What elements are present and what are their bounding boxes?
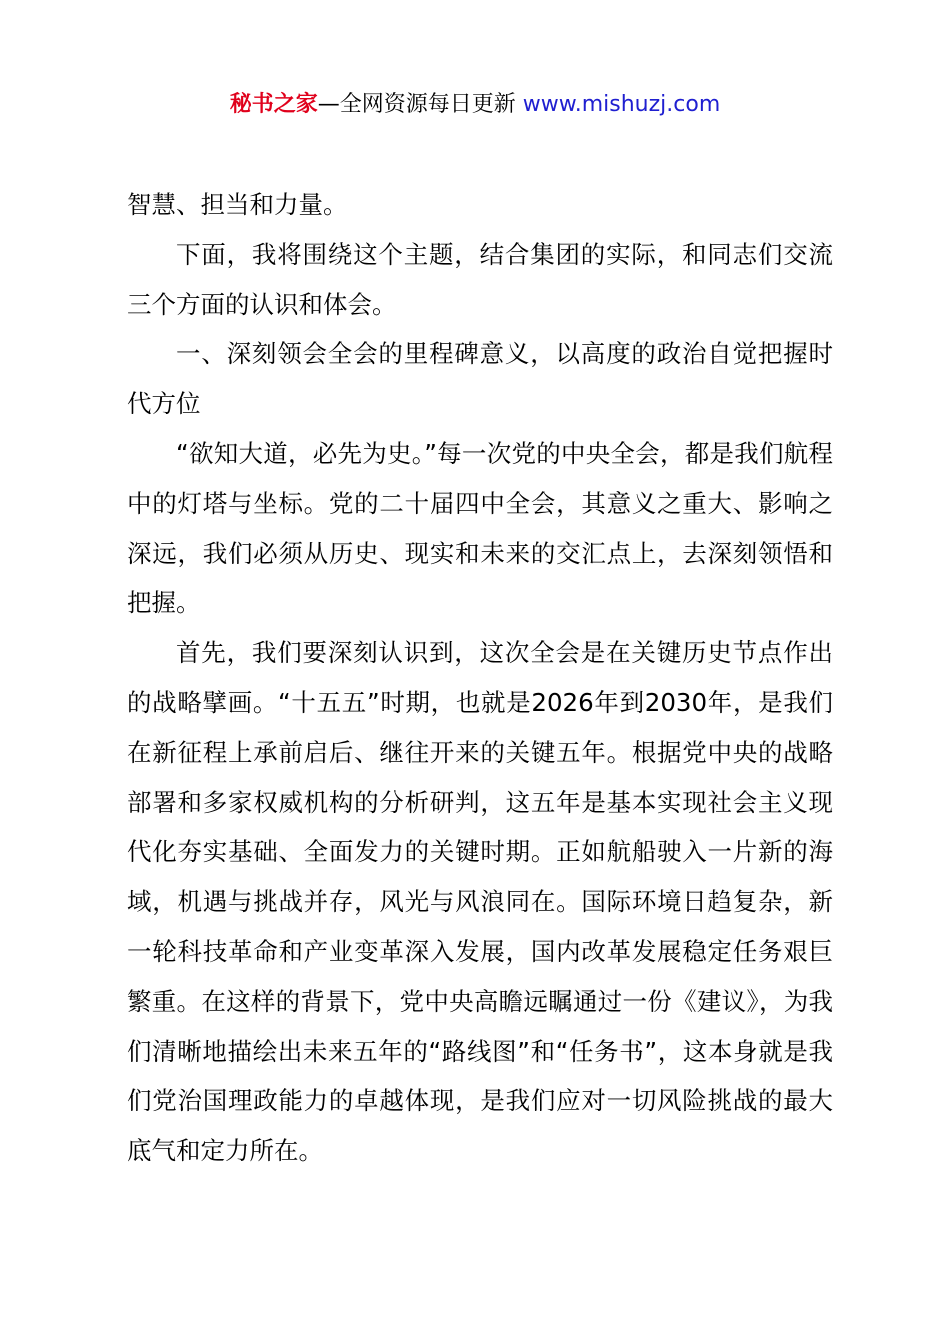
paragraph-continuation: 智慧、担当和力量。	[127, 190, 348, 219]
paragraph-first-point: 首先，我们要深刻认识到，这次全会是在关键历史节点作出的战略擘画。“十五五”时期，也就是2026年到2030年，是我们在新征程上承前启后、继往开来的关键五年。根据党中央的战略部署和多家权威机构的分析研判，这五年是基本实现社会主义现代化夯实基础、全面发力的关键时期。正如航船驶入一片新的海域，机遇与挑战并存，风光与风浪同在。国际环境日趋复杂，新一轮科技革命和产业变革深入发展，国内改革发展稳定任务艰巨繁重。在这样的背景下，党中央高瞻远瞩通过一份《建议》，为我们清晰地描绘出未来五年的“路线图”和“任务书”，这本身就是我们党治国理政能力的卓越体现，是我们应对一切风险挑战的最大底气和定力所在。	[127, 638, 833, 1166]
page-header	[0, 88, 950, 122]
brand-name: 秘书之家	[229, 92, 318, 117]
website-url[interactable]: www.mishuzj.com	[522, 92, 721, 117]
document-body	[127, 180, 833, 1176]
paragraph-intro: 下面，我将围绕这个主题，结合集团的实际，和同志们交流三个方面的认识和体会。	[127, 239, 833, 319]
header-tagline: —全网资源每日更新	[317, 92, 516, 117]
section-heading-1: 一、深刻领会全会的里程碑意义，以高度的政治自觉把握时代方位	[127, 339, 833, 419]
paragraph-quote: “欲知大道，必先为史。”每一次党的中央全会，都是我们航程中的灯塔与坐标。党的二十届四中全会，其意义之重大、影响之深远，我们必须从历史、现实和未来的交汇点上，去深刻领悟和把握。	[127, 438, 833, 618]
